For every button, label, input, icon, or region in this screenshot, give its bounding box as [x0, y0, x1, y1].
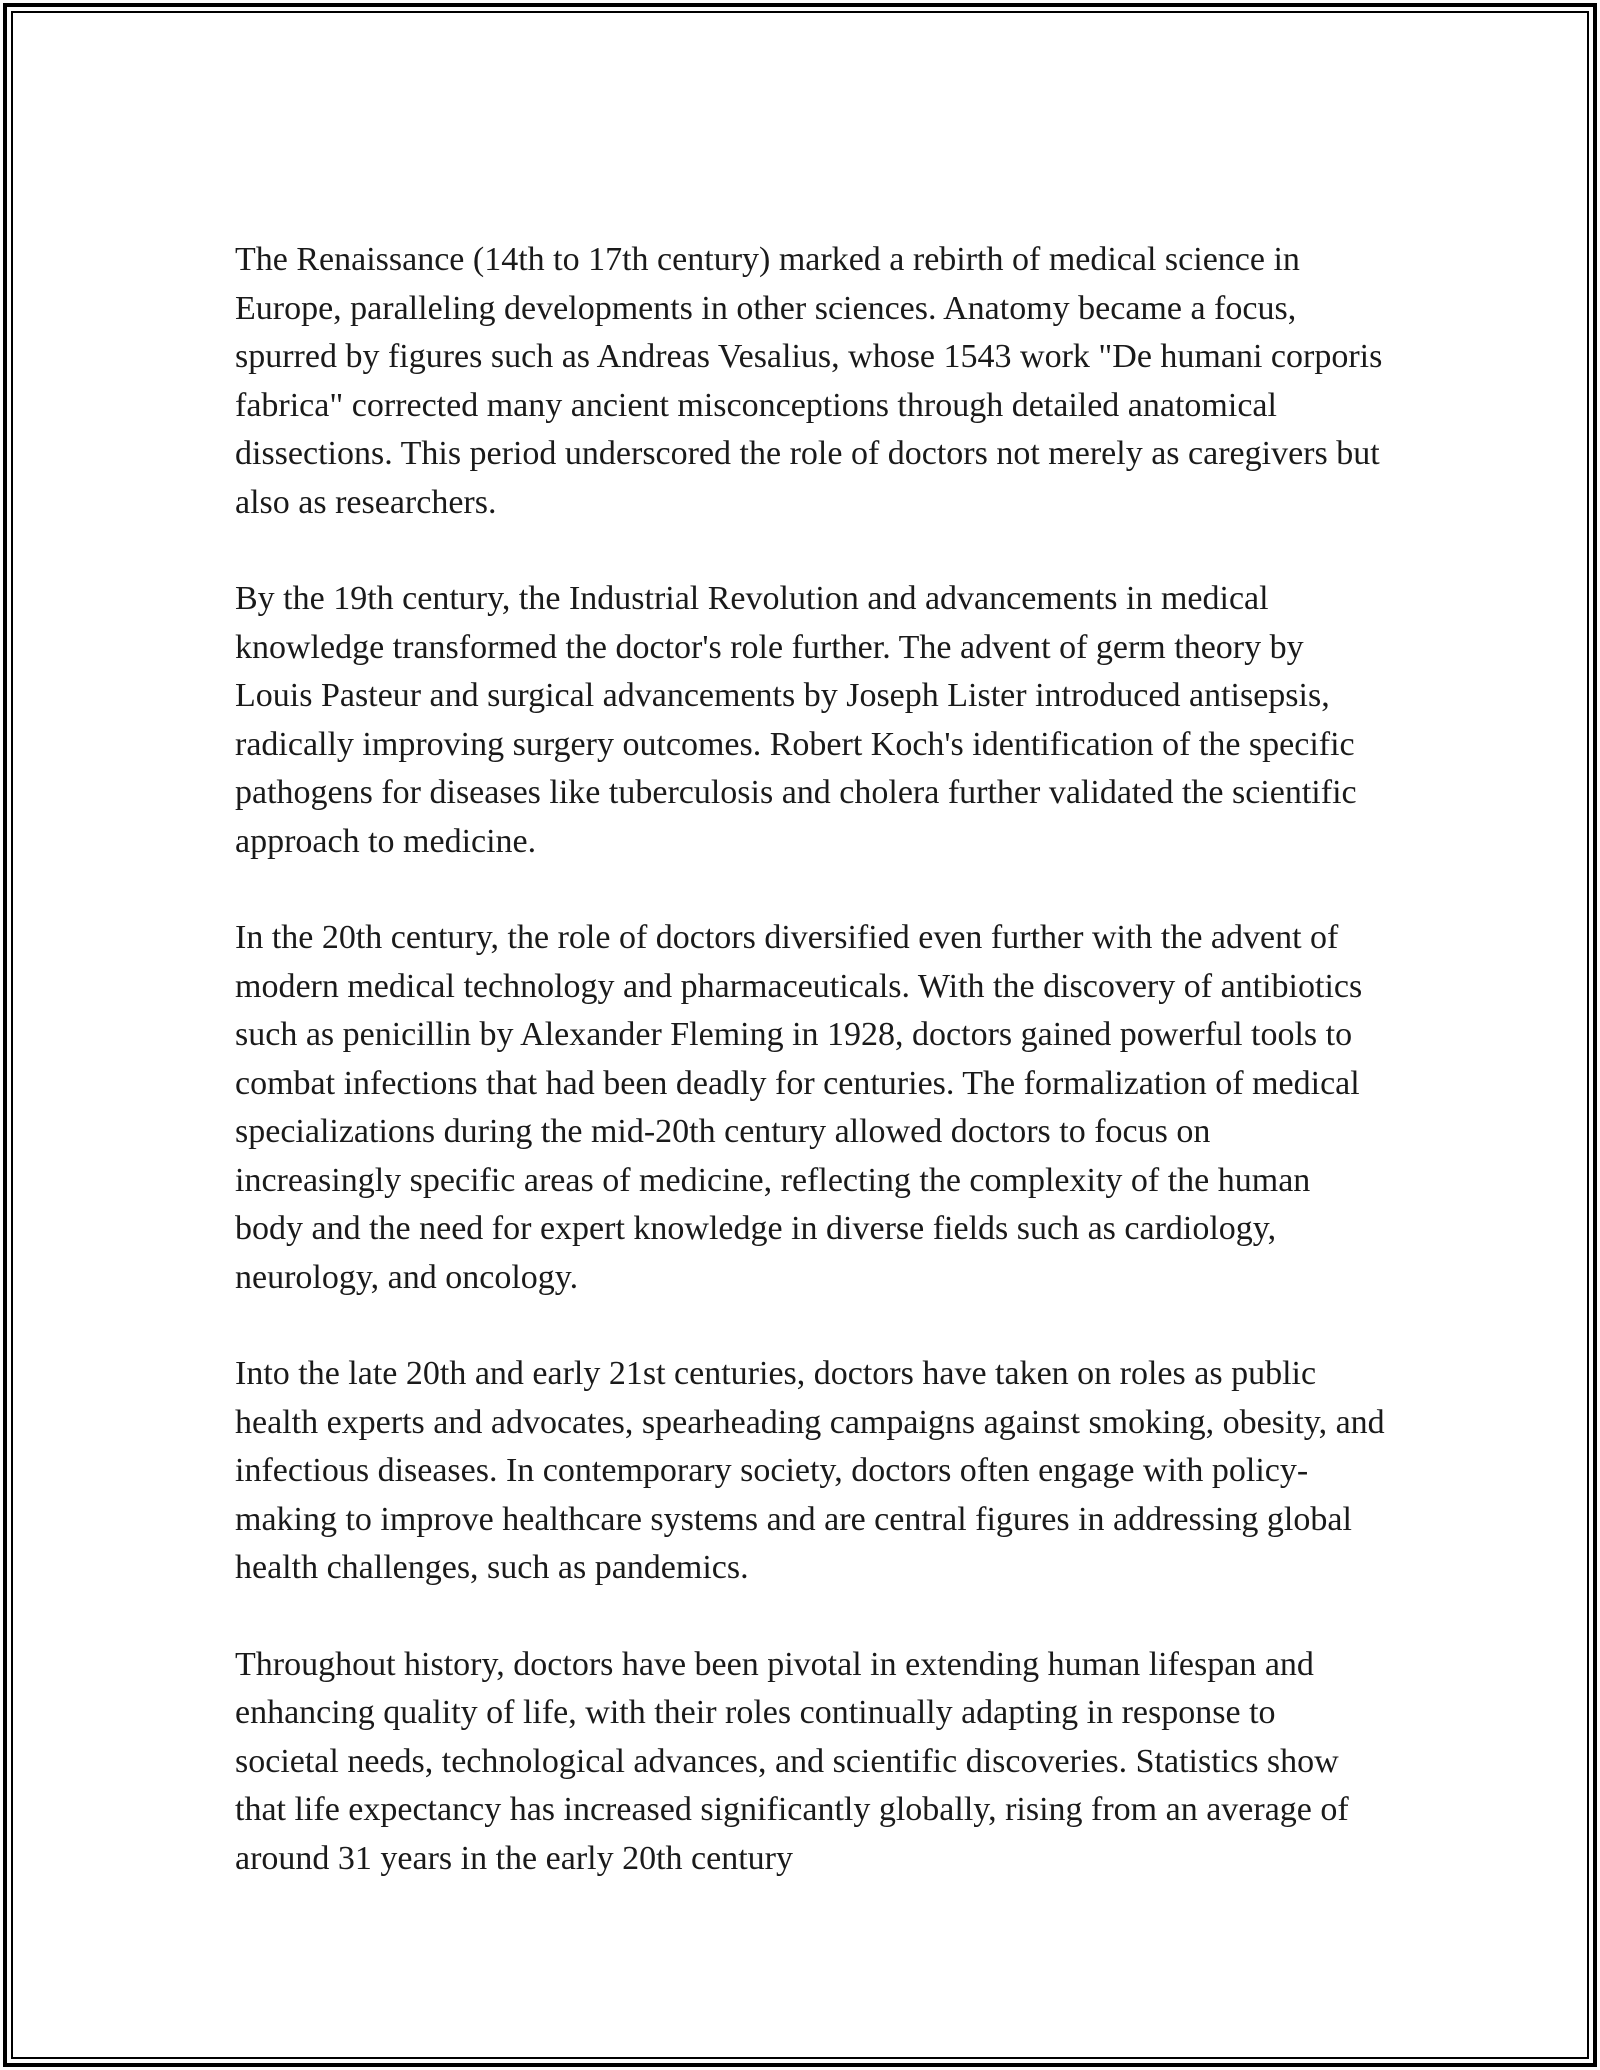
paragraph-20th-century: In the 20th century, the role of doctors diversified even further with the advent of modern medical technology and pharmaceuticals. With the discovery of antibiotics such as penicillin by Alexander Fleming in 1928, doctors gained powerful tools to combat infections that had been deadly for centuries. The formalization of medical specializations during the mid-20th century allowed doctors to focus on increasingly specific areas of medicine, reflecting the complexity of the human body and the need for expert knowledge in diverse fields such as cardiology, neurology, and oncology.	[235, 919, 1363, 1296]
paragraph-19th-century: By the 19th century, the Industrial Revolution and advancements in medical knowledge transformed the doctor's role further. The advent of germ theory by Louis Pasteur and surgical advancements by Joseph Lister introduced antisepsis, radically improving surgery outcomes. Robert Koch's identification of the specific pathogens for diseases like tuberculosis and cholera further validated the scientific approach to medicine.	[235, 580, 1357, 860]
document-body	[235, 236, 1385, 1883]
paragraph-throughout-history: Throughout history, doctors have been pivotal in extending human lifespan and enhancing quality of life, with their roles continually adapting in response to societal needs, technological advances, and scientific discoveries. Statistics show that life expectancy has increased significantly globally, rising from an average of around 31 years in the early 20th century	[235, 1645, 1349, 1877]
paragraph-21st-century: Into the late 20th and early 21st centuries, doctors have taken on roles as public health experts and advocates, spearheading campaigns against smoking, obesity, and infectious diseases. In contemporary society, doctors often engage with policy-making to improve healthcare systems and are central figures in addressing global health challenges, such as pandemics.	[235, 1355, 1385, 1586]
paragraph-renaissance: The Renaissance (14th to 17th century) marked a rebirth of medical science in Europe, paralleling developments in other sciences. Anatomy became a focus, spurred by figures such as Andreas Vesalius, whose 1543 work "De humani corporis fabrica" corrected many ancient misconceptions through detailed anatomical dissections. This period underscored the role of doctors not merely as caregivers but also as researchers.	[235, 241, 1383, 521]
